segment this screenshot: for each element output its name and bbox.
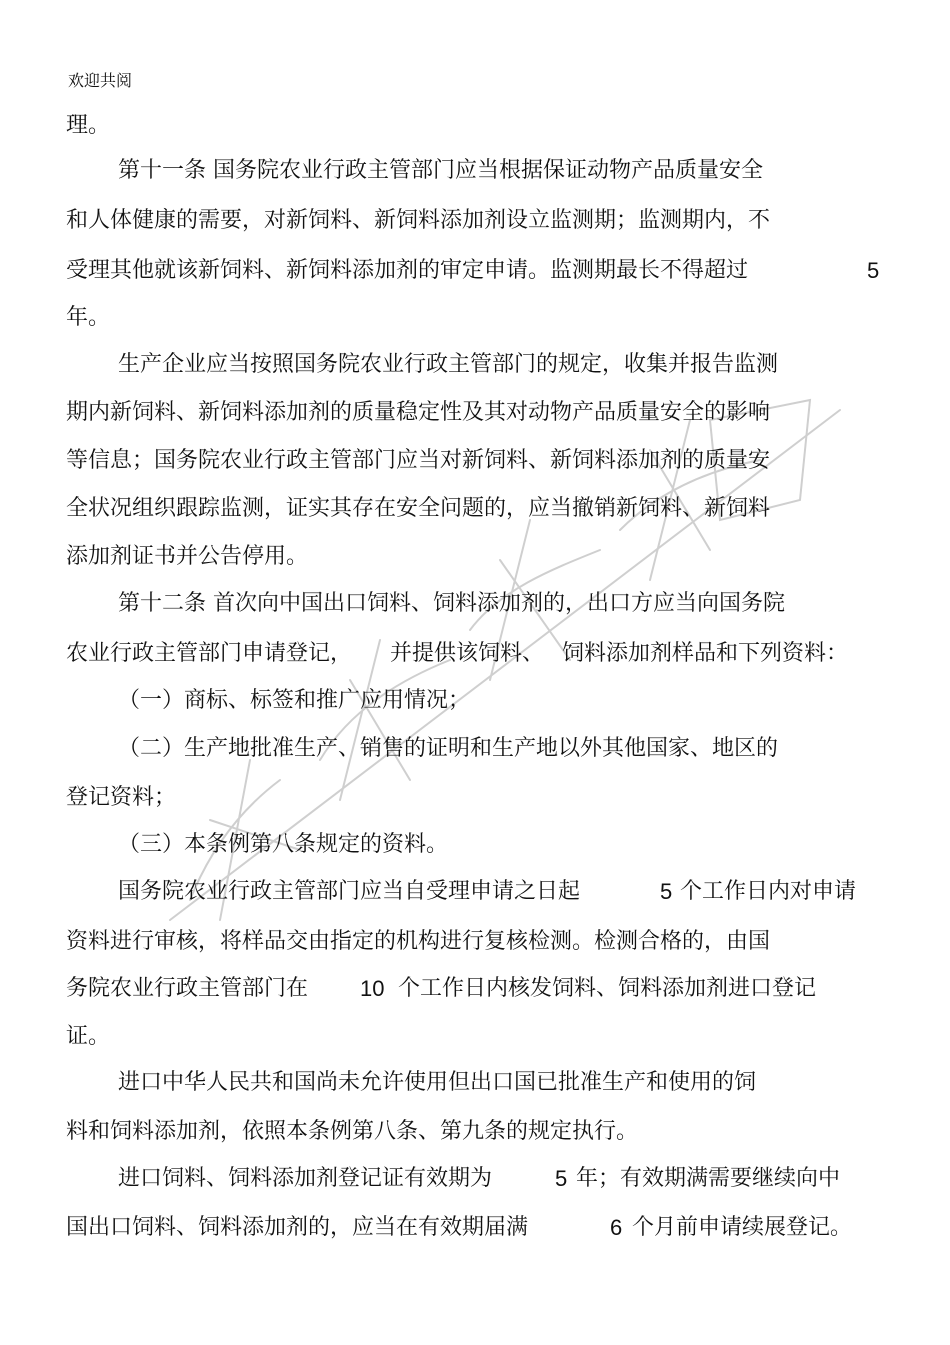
- number-value: 5: [555, 1166, 568, 1191]
- number-value: 5: [867, 258, 880, 283]
- text-line: 全状况组织跟踪监测，证实其存在安全问题的，应当撤销新饲料、新饲料: [66, 496, 771, 521]
- text-line: 料和饲料添加剂，依照本条例第八条、第九条的规定执行。: [66, 1119, 639, 1144]
- text-line: 等信息；国务院农业行政主管部门应当对新饲料、新饲料添加剂的质量安: [66, 448, 771, 473]
- text-line: 国务院农业行政主管部门应当自受理申请之日起: [118, 879, 581, 904]
- text-line: 期内新饲料、新饲料添加剂的质量稳定性及其对动物产品质量安全的影响: [66, 400, 771, 425]
- number-value: 5: [660, 879, 673, 904]
- text-line: 资料进行审核，将样品交由指定的机构进行复核检测。检测合格的，由国: [66, 929, 771, 954]
- number-value: 10: [360, 976, 385, 1001]
- text-line: 进口饲料、饲料添加剂登记证有效期为: [118, 1166, 493, 1191]
- text-line: （二）生产地批准生产、销售的证明和生产地以外其他国家、地区的: [118, 736, 779, 761]
- text-line: 年。: [66, 305, 111, 330]
- text-line: 进口中华人民共和国尚未允许使用但出口国已批准生产和使用的饲: [118, 1070, 757, 1095]
- text-line: 第十一条 国务院农业行政主管部门应当根据保证动物产品质量安全: [118, 158, 763, 183]
- text-line: 年；有效期满需要继续向中: [576, 1166, 841, 1191]
- text-line: 证。: [66, 1024, 111, 1049]
- text-line: 并提供该饲料、: [390, 641, 545, 666]
- text-line: 生产企业应当按照国务院农业行政主管部门的规定，收集并报告监测: [118, 352, 779, 377]
- text-line: 个工作日内核发饲料、饲料添加剂进口登记: [398, 976, 817, 1001]
- text-line: 农业行政主管部门申请登记，: [66, 641, 353, 666]
- page-header: 欢迎共阅: [68, 71, 133, 90]
- number-value: 6: [610, 1215, 623, 1240]
- text-line: 个工作日内对申请: [680, 879, 857, 904]
- text-line: 国出口饲料、饲料添加剂的，应当在有效期届满: [66, 1215, 529, 1240]
- text-line: （一）商标、标签和推广应用情况；: [118, 688, 471, 713]
- text-line: 受理其他就该新饲料、新饲料添加剂的审定申请。监测期最长不得超过: [66, 258, 749, 283]
- text-line: 和人体健康的需要，对新饲料、新饲料添加剂设立监测期；监测期内，不: [66, 208, 771, 233]
- text-line: 第十二条 首次向中国出口饲料、饲料添加剂的，出口方应当向国务院: [118, 591, 785, 616]
- text-line: 添加剂证书并公告停用。: [66, 544, 309, 569]
- text-line: 理。: [66, 113, 111, 138]
- text-line: （三）本条例第八条规定的资料。: [118, 832, 449, 857]
- text-line: 饲料添加剂样品和下列资料：: [562, 641, 849, 666]
- text-line: 登记资料；: [66, 785, 177, 810]
- text-line: 务院农业行政主管部门在: [66, 976, 309, 1001]
- text-line: 个月前申请续展登记。: [632, 1215, 853, 1240]
